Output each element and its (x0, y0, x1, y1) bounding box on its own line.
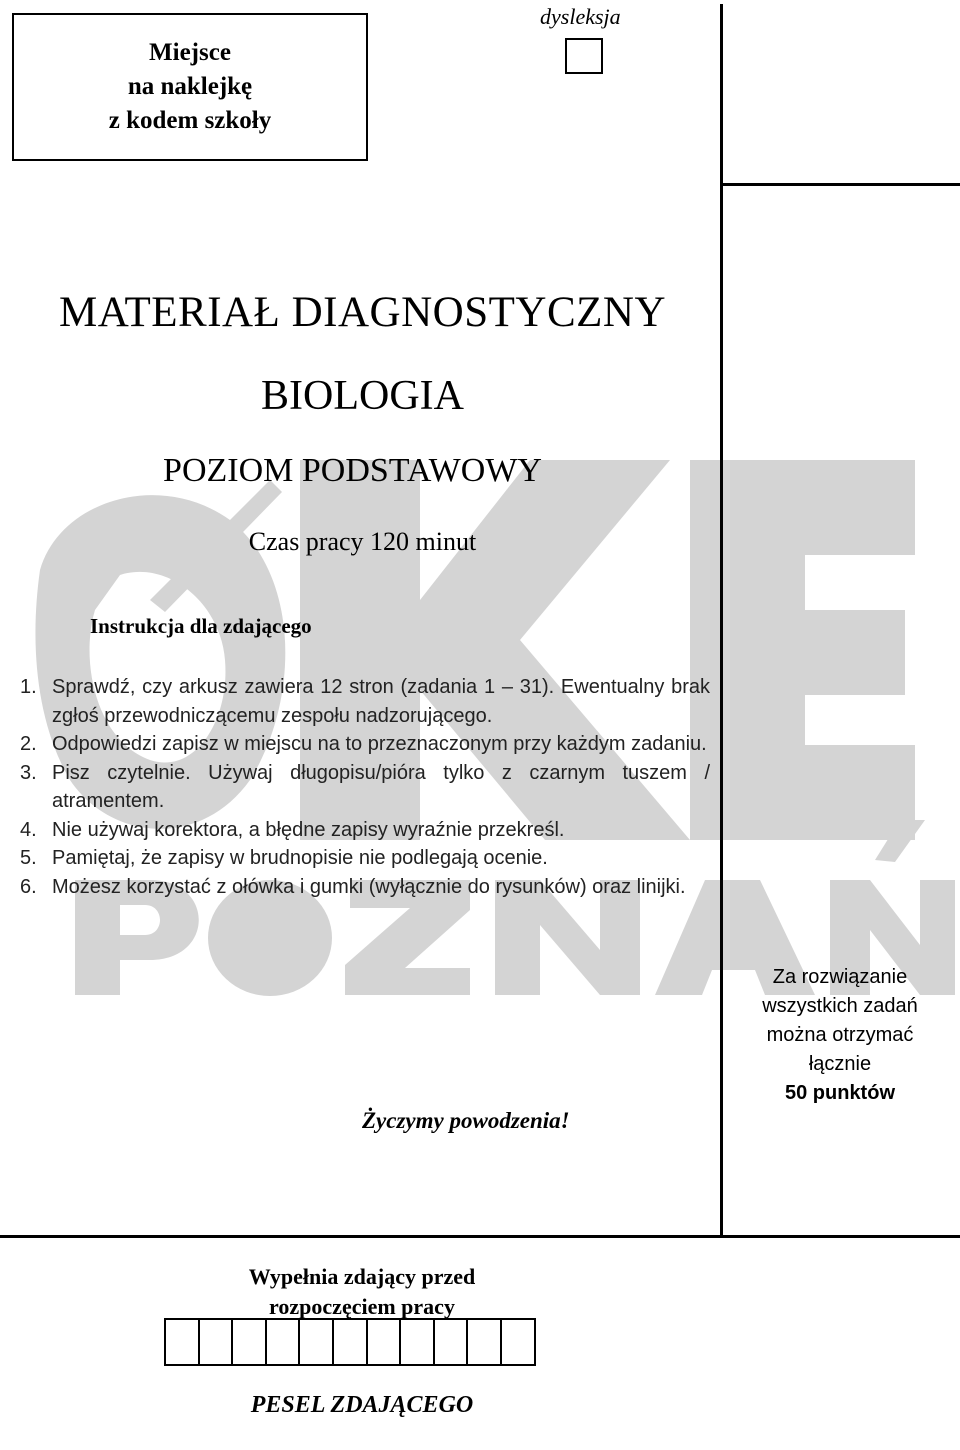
points-line-3: można otrzymać (766, 1024, 914, 1046)
horizontal-divider-line-bottom (0, 1235, 960, 1238)
pesel-digit-cell[interactable] (332, 1318, 368, 1366)
instruction-number: 3. (20, 761, 37, 784)
instruction-text: Pamiętaj, że zapisy w brudnopisie nie podlegają ocenie. (52, 847, 548, 869)
instruction-text: Sprawdź, czy arkusz zawiera 12 stron (zadania 1 – 31). Ewentualny brak zgłoś przewodniczącemu zespołu nadzorującego. (52, 676, 710, 727)
instruction-item (20, 844, 710, 873)
subject-title: BIOLOGIA (261, 373, 464, 419)
instruction-number: 6. (20, 875, 37, 898)
fill-note-line-1: Wypełnia zdający przed (248, 1264, 476, 1289)
points-line-4: łącznie (808, 1053, 872, 1075)
instruction-text: Odpowiedzi zapisz w miejscu na to przeznaczonym przy każdym zadaniu. (52, 733, 707, 755)
time-limit: Czas pracy 120 minut (248, 527, 477, 556)
instruction-text: Nie używaj korektora, a błędne zapisy wyraźnie przekreśl. (52, 818, 565, 841)
instruction-item (20, 673, 710, 730)
instruction-item (20, 816, 710, 845)
dyslexia-label: dysleksja (540, 4, 621, 29)
sticker-line-2: na naklejkę (127, 73, 253, 100)
good-luck-message: Życzymy powodzenia! (362, 1108, 570, 1133)
pesel-digit-cell[interactable] (366, 1318, 402, 1366)
instruction-number: 4. (20, 818, 37, 841)
instruction-number: 5. (20, 847, 37, 869)
pesel-digit-cell[interactable] (500, 1318, 536, 1366)
pesel-digit-cell[interactable] (433, 1318, 469, 1366)
instruction-item (20, 730, 710, 759)
pesel-digit-cell[interactable] (298, 1318, 334, 1366)
fill-note-line-2: rozpoczęciem pracy (269, 1294, 455, 1319)
pesel-digit-cell[interactable] (265, 1318, 301, 1366)
dyslexia-checkbox[interactable] (565, 38, 603, 74)
vertical-divider-line (720, 4, 723, 1238)
points-line-2: wszystkich zadań (762, 995, 918, 1017)
pesel-input-boxes (164, 1318, 534, 1366)
pesel-digit-cell[interactable] (164, 1318, 200, 1366)
points-line-1: Za rozwiązanie (772, 966, 908, 988)
pesel-digit-cell[interactable] (198, 1318, 234, 1366)
pesel-digit-cell[interactable] (231, 1318, 267, 1366)
pesel-label: PESEL ZDAJĄCEGO (250, 1392, 474, 1418)
instructions-heading: Instrukcja dla zdającego (90, 614, 312, 638)
pesel-digit-cell[interactable] (466, 1318, 502, 1366)
instruction-text: Możesz korzystać z ołówka i gumki (wyłącznie do rysunków) oraz linijki. (52, 875, 686, 898)
pesel-digit-cell[interactable] (399, 1318, 435, 1366)
horizontal-divider-line-top (722, 183, 960, 186)
points-total: 50 punktów (784, 1082, 895, 1104)
instruction-text: Pisz czytelnie. Używaj długopisu/pióra tylko z czarnym tuszem / atramentem. (52, 761, 710, 812)
instructions-list (20, 673, 710, 901)
school-code-sticker-box (12, 13, 368, 161)
sticker-line-3: z kodem szkoły (108, 107, 272, 134)
instruction-number: 2. (20, 733, 37, 755)
instruction-number: 1. (20, 676, 37, 698)
page-title: MATERIAŁ DIAGNOSTYCZNY (59, 289, 666, 336)
sticker-line-1: Miejsce (149, 39, 231, 66)
total-points-info (740, 963, 940, 1108)
instruction-item (20, 759, 710, 816)
instruction-item (20, 873, 710, 902)
examinee-fill-note (200, 1262, 524, 1322)
logo-e-letter (690, 460, 915, 840)
level-title: POZIOM PODSTAWOWY (163, 452, 542, 489)
